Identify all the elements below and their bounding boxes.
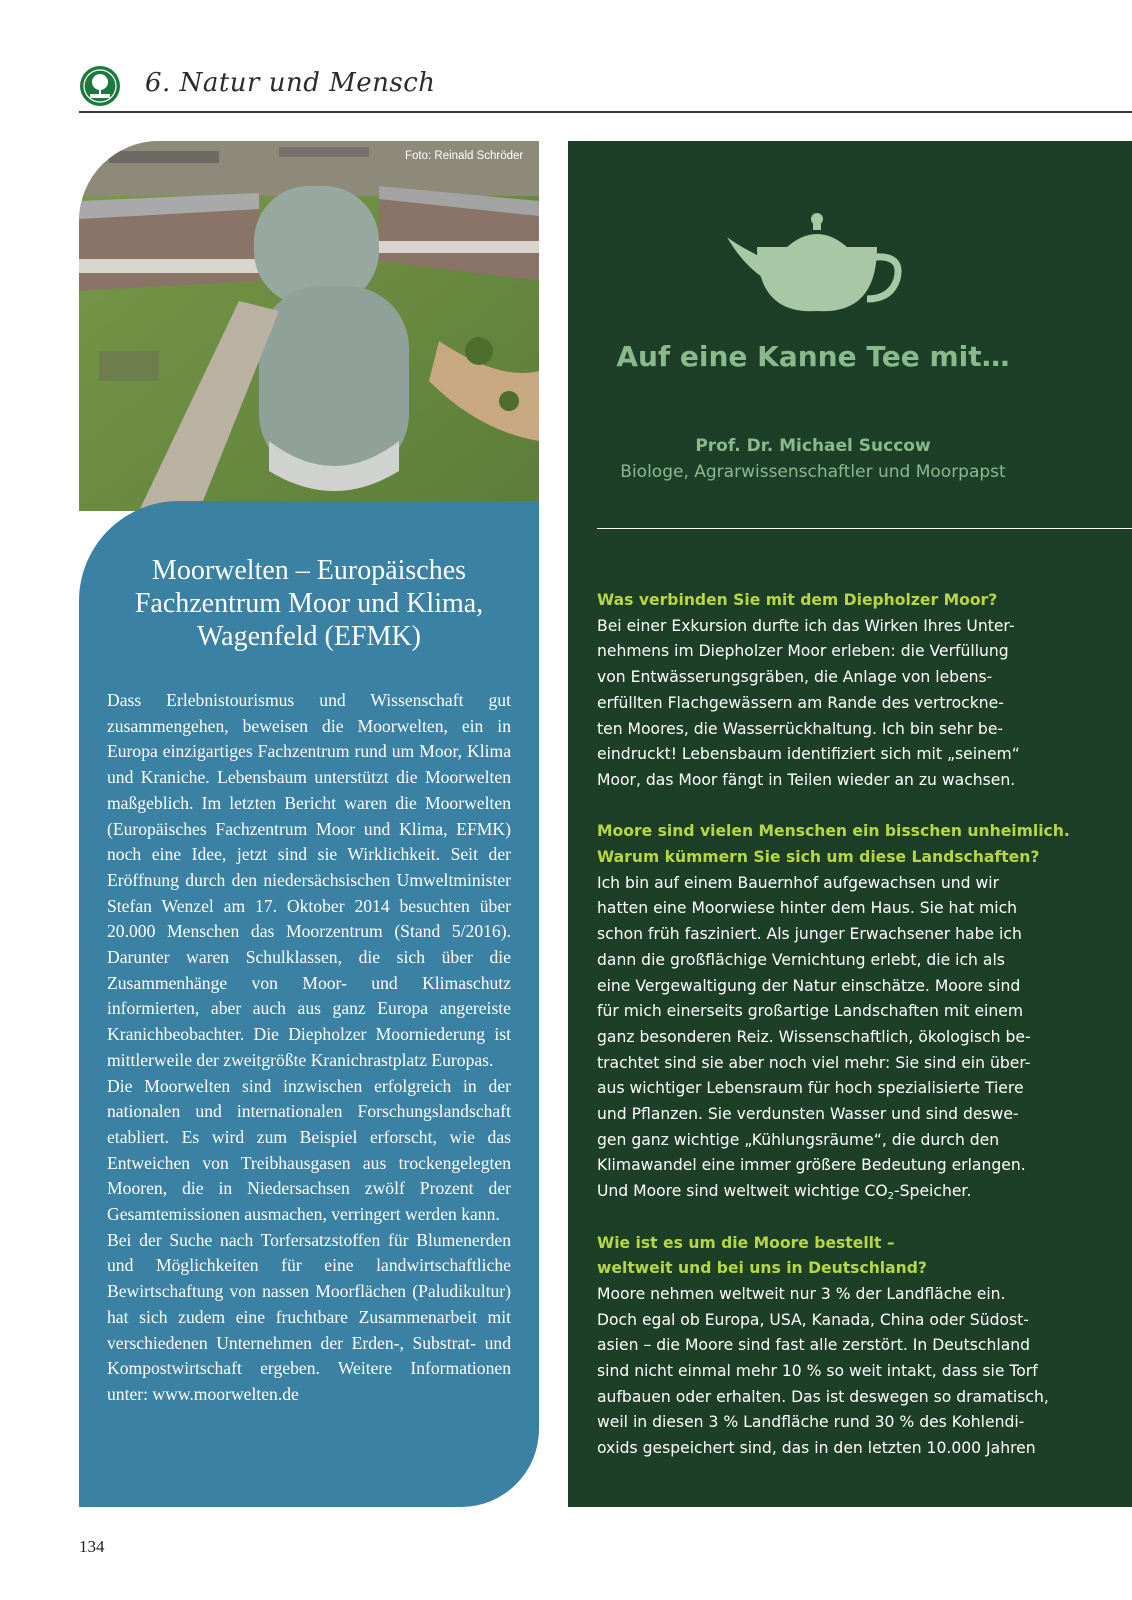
- answer-line: sind nicht einmal mehr 10 % so weit intakt, dass sie Torf: [597, 1362, 1038, 1381]
- interview-rule: [597, 528, 1132, 529]
- person-role: Biologe, Agrarwissenschaftler und Moorpapst: [620, 462, 1006, 482]
- question-line: Was verbinden Sie mit dem Diepholzer Moor?: [597, 591, 998, 609]
- answer-line-co2: [597, 1179, 1027, 1205]
- answer-line: von Entwässerungsgräben, die Anlage von lebens-: [597, 668, 993, 687]
- answer-line: Moore nehmen weltweit nur 3 % der Landfläche ein.: [597, 1284, 1006, 1303]
- answer-line: für mich einerseits großartige Landschaften mit einem: [597, 1002, 1024, 1021]
- page-number: 134: [79, 1537, 105, 1556]
- question-line: Moore sind vielen Menschen ein bisschen unheimlich.: [597, 822, 1070, 841]
- answer-line: und Pflanzen. Sie verdunsten Wasser und sind deswe-: [597, 1105, 1019, 1124]
- answer-line: Klimawandel eine immer größere Bedeutung erlangen.: [597, 1156, 1026, 1175]
- paragraph: Die Moorwelten sind inzwischen erfolgreich in der nationalen und internationalen Forschungslandschaft etabliert. Es wird zum Beispiel erforscht, wie das Entweichen von Treibhausgasen aus trockengelegten Mooren, die in Niedersachsen zwölf Prozent der Gesamtemissionen ausmachen, verringert werden kann.: [107, 1075, 511, 1225]
- aerial-photo: [79, 141, 539, 511]
- interview-text: [597, 588, 1070, 1488]
- answer-line: Moor, das Moor fängt in Teilen wieder an zu wachsen.: [597, 770, 1016, 789]
- answer-line: Doch egal ob Europa, USA, Kanada, China oder Südost-: [597, 1310, 1029, 1329]
- answer-line: hatten eine Moorwiese hinter dem Haus. Sie hat mich: [597, 899, 1018, 918]
- answer-line: weil in diesen 3 % Landfläche rund 30 % des Kohlendi-: [597, 1413, 1025, 1432]
- teapot-icon: [727, 207, 907, 315]
- question-line: Wie ist es um die Moore bestellt –: [597, 1233, 895, 1252]
- answer-line: nehmens im Diepholzer Moor erleben: die Verfüllung: [597, 642, 1009, 661]
- answer-line: Bei einer Exkursion durfte ich das Wirken Ihres Unter-: [597, 616, 1015, 635]
- answer-line: ganz besonderen Reiz. Wissenschaftlich, ökologisch be-: [597, 1027, 1031, 1046]
- answer-line: erfüllten Flachgewässern am Rande des vertrockne-: [597, 693, 1004, 712]
- interview-title: Auf eine Kanne Tee mit…: [616, 340, 1010, 373]
- photo-credit: Foto: Reinald Schröder: [405, 150, 524, 162]
- answer-line: oxids gespeichert sind, das in den letzten 10.000 Jahren: [597, 1439, 1036, 1458]
- answer-line: gen ganz wichtige „Kühlungsräume“, die durch den: [597, 1130, 1000, 1149]
- header-rule: [79, 111, 1132, 113]
- answer-line: ten Moores, die Wasserrückhaltung. Ich bin sehr be-: [597, 719, 1004, 738]
- chapter-title: 6. Natur und Mensch: [145, 68, 436, 98]
- qa-block-2: [597, 819, 1070, 1205]
- info-box-title: [79, 554, 539, 653]
- person-name: Prof. Dr. Michael Succow: [695, 436, 931, 456]
- tree-logo-icon: [79, 65, 121, 107]
- answer-line: asien – die Moore sind fast alle zerstört. In Deutschland: [597, 1336, 1031, 1355]
- qa-block-1: [597, 588, 1027, 794]
- co2-suffix: -Speicher.: [894, 1182, 972, 1201]
- co2-prefix: Und Moore sind weltweit wichtige CO: [597, 1182, 888, 1201]
- answer-line: eindruckt! Lebensbaum identifiziert sich mit „seinem“: [597, 745, 1020, 764]
- question-line: Warum kümmern Sie sich um diese Landschaften?: [597, 848, 1040, 867]
- answer-line: aus wichtiger Lebensraum für hoch spezialisierte Tiere: [597, 1079, 1024, 1098]
- qa-block-3: [597, 1231, 1049, 1462]
- title-line: Moorwelten – Europäisches: [151, 555, 467, 586]
- title-line: Fachzentrum Moor und Klima,: [134, 588, 484, 619]
- answer-line: aufbauen oder erhalten. Das ist deswegen so dramatisch,: [597, 1387, 1049, 1406]
- answer-line: eine Vergewaltigung der Natur einschätze. Moore sind: [597, 976, 1021, 995]
- paragraph: Dass Erlebnistourismus und Wissenschaft gut zusammengehen, beweisen die Moorwelten, ein in Europa einzigartiges Fachzentrum rund um Moor, Klima und Kraniche. Lebensbaum unterstützt die Moorwelten maßgeblich. Im letzten Bericht waren die Moorwelten (Europäisches Fachzentrum Moor und Klima, EFMK) noch eine Idee, jetzt sind sie Wirklichkeit. Seit der Eröffnung durch den niedersächsischen Umweltminister Stefan Wenzel am 17. Oktober 2014 besuchten über 20.000 Menschen das Moorzentrum (Stand 5/2016). Darunter waren Schulklassen, die sich über die Zusammenhänge von Moor- und Klimaschutz informierten, aber auch aus ganz Europa angereiste Kranichbeobachter. Die Diepholzer Moorniederung ist mittlerweile der zweitgrößte Kranichrastplatz Europas.: [107, 690, 511, 1070]
- question-line: weltweit und bei uns in Deutschland?: [597, 1259, 927, 1278]
- title-line: Wagenfeld (EFMK): [196, 621, 421, 652]
- answer-line: dann die großflächige Vernichtung erlebt, die ich als: [597, 950, 1005, 969]
- answer-line: Ich bin auf einem Bauernhof aufgewachsen und wir: [597, 873, 1000, 892]
- answer-line: schon früh fasziniert. Als junger Erwachsener habe ich: [597, 925, 1022, 944]
- answer-line: trachtet sind sie aber noch viel mehr: Sie sind ein über-: [597, 1053, 1031, 1072]
- co2-subscript: 2: [887, 1191, 895, 1203]
- info-box-body: [107, 688, 511, 1408]
- paragraph: Bei der Suche nach Torfersatzstoffen für Blumenerden und Möglichkeiten für eine landwirtschaftliche Bewirtschaftung von nassen Moorflächen (Paludikultur) hat sich zudem eine fruchtbare Zusammenarbeit mit verschiedenen Unternehmen der Erden-, Substrat- und Kompostwirtschaft ergeben. Weitere Informationen unter: www.moorwelten.de: [107, 1229, 511, 1404]
